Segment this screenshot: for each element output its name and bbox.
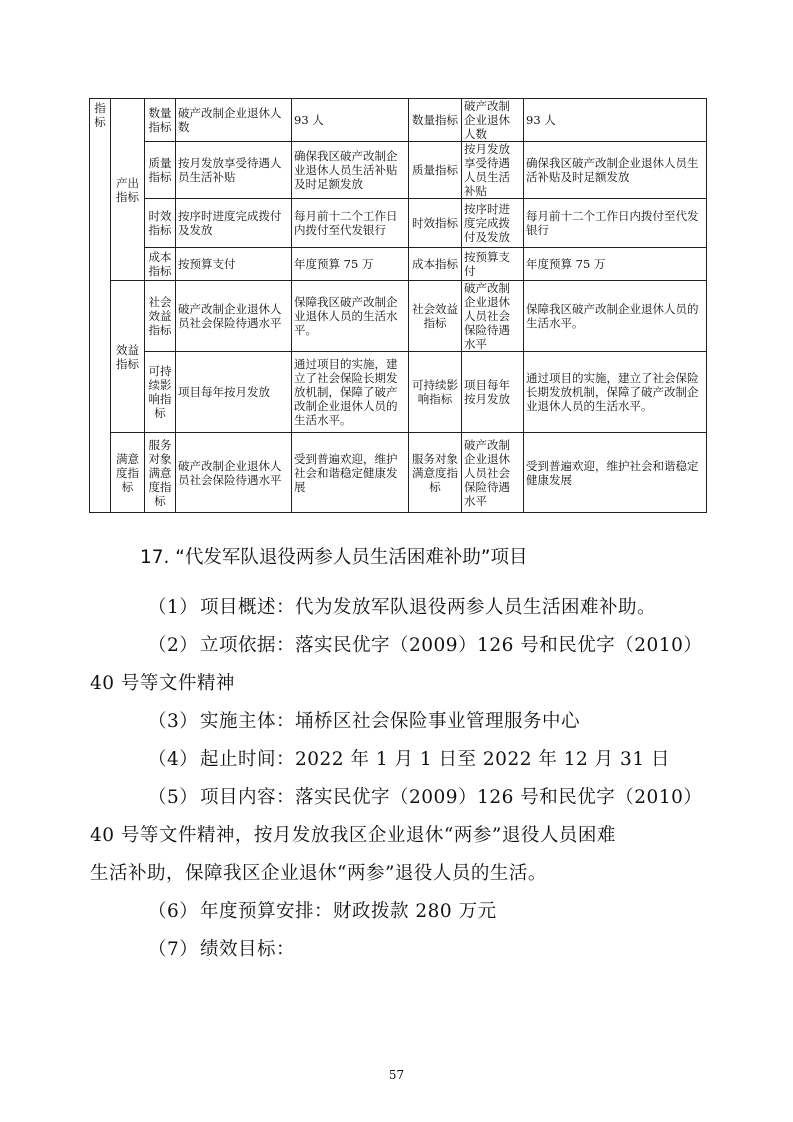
- indicator-desc-cell: 破产改制企业退休人员社会保险待遇水平: [176, 433, 292, 513]
- indicator-value-cell: 通过项目的实施，建立了社会保险长期发放机制，保障了破产改制企业退休人员的生活水平。: [292, 352, 409, 433]
- item-number: （6）: [148, 901, 199, 922]
- indicator-value-cell: 受到普遍欢迎，维护社会和谐稳定健康发展: [292, 433, 409, 513]
- item-number: （1）: [148, 597, 199, 618]
- satisfaction-indicator-cell: 满意度指标: [111, 433, 145, 513]
- item-number: （5）: [148, 787, 199, 808]
- indicator-value-cell: 保障我区破产改制企业退休人员的生活水平。: [292, 281, 409, 352]
- table-row: [90, 433, 707, 513]
- item-text-continued: 40 号等文件精神，按月发放我区企业退休“两参”退役人员困难: [90, 825, 616, 846]
- indicator-type-cell: 服务对象满意度指标: [145, 433, 176, 513]
- item-text-continued: 生活补助，保障我区企业退休“两参”退役人员的生活。: [90, 863, 547, 884]
- indicator-value-cell: 每月前十二个工作日内拨付至代发银行: [524, 199, 707, 248]
- indicator-desc-cell: 破产改制企业退休人数: [462, 99, 524, 142]
- table-row: [90, 248, 707, 281]
- output-indicator-cell: 产出指标: [111, 99, 145, 281]
- list-item: [90, 893, 712, 931]
- indicator-type-cell: 成本指标: [145, 248, 176, 281]
- list-item: [90, 779, 712, 817]
- project-items: [90, 589, 712, 969]
- list-item: [90, 741, 712, 779]
- table-row: [90, 199, 707, 248]
- indicator-value-cell: 年度预算 75 万: [524, 248, 707, 281]
- item-number: （7）: [148, 939, 199, 960]
- indicator-type-cell: 可持续影响指标: [409, 352, 462, 433]
- indicator-value-cell: 通过项目的实施，建立了社会保险长期发放机制，保障了破产改制企业退休人员的生活水平。: [524, 352, 707, 433]
- indicator-type-cell: 可持续影响指标: [145, 352, 176, 433]
- list-item: [90, 703, 712, 741]
- indicator-type-cell: 时效指标: [409, 199, 462, 248]
- table-row: [90, 142, 707, 199]
- indicator-type-cell: 社会效益指标: [145, 281, 176, 352]
- item-text: 绩效目标：: [200, 939, 296, 960]
- indicator-desc-cell: 按预算支付: [176, 248, 292, 281]
- list-item: [90, 589, 712, 627]
- indicator-value-cell: 确保我区破产改制企业退休人员生活补贴及时足额发放: [524, 142, 707, 199]
- item-text: 项目概述：代为发放军队退役两参人员生活困难补助。: [200, 597, 657, 618]
- indicator-desc-cell: 按序时进度完成拨付及发放: [462, 199, 524, 248]
- indicator-type-cell: 数量指标: [409, 99, 462, 142]
- indicator-value-cell: 年度预算 75 万: [292, 248, 409, 281]
- item-number: （4）: [148, 749, 199, 770]
- indicator-desc-cell: 破产改制企业退休人数: [176, 99, 292, 142]
- indicator-value-cell: 受到普遍欢迎，维护社会和谐稳定健康发展: [524, 433, 707, 513]
- indicator-desc-cell: 按月发放享受待遇人员生活补贴: [462, 142, 524, 199]
- indicator-desc-cell: 按序时进度完成拨付及发放: [176, 199, 292, 248]
- item-number: （2）: [148, 635, 199, 656]
- indicator-category-cell: 指标: [90, 99, 111, 513]
- table-row: [90, 352, 707, 433]
- item-text: 起止时间：2022 年 1 月 1 日至 2022 年 12 月 31 日: [200, 749, 670, 770]
- indicator-value-cell: 保障我区破产改制企业退休人员的生活水平。: [524, 281, 707, 352]
- table-row: [90, 281, 707, 352]
- indicator-value-cell: 93 人: [524, 99, 707, 142]
- item-text: 年度预算安排：财政拨款 280 万元: [200, 901, 497, 922]
- indicator-desc-cell: 破产改制企业退休人员社会保险待遇水平: [462, 281, 524, 352]
- indicator-value-cell: 每月前十二个工作日内拨付至代发银行: [292, 199, 409, 248]
- indicator-desc-cell: 破产改制企业退休人员社会保险待遇水平: [176, 281, 292, 352]
- indicator-desc-cell: 按预算支付: [462, 248, 524, 281]
- indicator-desc-cell: 项目每年按月发放: [462, 352, 524, 433]
- list-item: [90, 627, 712, 665]
- section-heading: 17. “代发军队退役两参人员生活困难补助”项目: [140, 547, 528, 568]
- page-number: 57: [388, 1068, 405, 1082]
- indicator-type-cell: 质量指标: [409, 142, 462, 199]
- list-item: [90, 931, 712, 969]
- item-text: 实施主体：埇桥区社会保险事业管理服务中心: [200, 711, 581, 732]
- indicator-type-cell: 社会效益指标: [409, 281, 462, 352]
- indicator-type-cell: 数量指标: [145, 99, 176, 142]
- performance-indicator-table: [89, 98, 707, 513]
- indicator-type-cell: 成本指标: [409, 248, 462, 281]
- item-number: （3）: [148, 711, 199, 732]
- item-text-continued: 40 号等文件精神: [90, 673, 235, 694]
- table-row: [90, 99, 707, 142]
- benefit-indicator-cell: 效益指标: [111, 281, 145, 433]
- item-text: 立项依据：落实民优字（2009）126 号和民优字（2010）: [200, 635, 703, 656]
- indicator-value-cell: 确保我区破产改制企业退休人员生活补贴及时足额发放: [292, 142, 409, 199]
- item-text: 项目内容：落实民优字（2009）126 号和民优字（2010）: [200, 787, 703, 808]
- indicator-type-cell: 时效指标: [145, 199, 176, 248]
- indicator-desc-cell: 破产改制企业退休人员社会保险待遇水平: [462, 433, 524, 513]
- indicator-value-cell: 93 人: [292, 99, 409, 142]
- indicator-type-cell: 质量指标: [145, 142, 176, 199]
- indicator-desc-cell: 按月发放享受待遇人员生活补贴: [176, 142, 292, 199]
- indicator-desc-cell: 项目每年按月发放: [176, 352, 292, 433]
- indicator-type-cell: 服务对象满意度指标: [409, 433, 462, 513]
